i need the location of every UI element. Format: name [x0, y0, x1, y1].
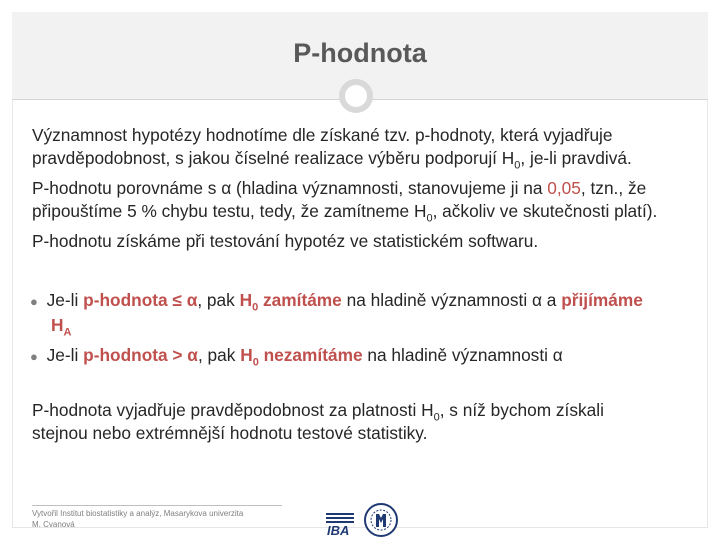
- hypothesis-letter: H: [239, 290, 253, 310]
- footer-credit: Vytvořil Institut biostatistiky a analýz, Masarykova univerzita: [32, 509, 244, 518]
- subscript: 0: [433, 411, 440, 424]
- hypothesis-h0: [240, 345, 259, 369]
- hypothesis-letter: H: [51, 315, 64, 335]
- hypothesis-h0: [239, 290, 259, 314]
- rule-action: zamítáme: [258, 290, 342, 310]
- footer-author: M. Cvanová: [32, 520, 75, 529]
- intro-line: [32, 147, 702, 170]
- slide-title: P-hodnota: [293, 38, 427, 68]
- intro-text: P-hodnotu porovnáme s α (hladina významnosti, stanovujeme ji na: [32, 178, 548, 198]
- intro-line: P-hodnotu získáme při testování hypotéz ve statistickém softwaru.: [32, 231, 539, 251]
- summary-line: stejnou nebo extrémnější hodnotu testové statistiky.: [32, 423, 428, 443]
- rule-action: přijímáme: [561, 290, 643, 310]
- bullet-icon: ●: [30, 294, 38, 309]
- subscript: 0: [252, 356, 259, 369]
- decorative-ring-icon: [339, 79, 373, 113]
- rule-reject: [30, 289, 700, 337]
- rule-not-reject: [30, 344, 700, 368]
- bullet-icon: ●: [30, 349, 38, 364]
- iba-logo-text: IBA: [327, 523, 350, 537]
- subscript: A: [63, 326, 72, 339]
- intro-text: , tzn., že: [580, 178, 647, 198]
- footer-divider: [32, 505, 282, 506]
- summary-line: [32, 399, 702, 422]
- rule-text: na hladině významnosti α a: [341, 290, 562, 310]
- iba-logo-icon: [326, 513, 354, 537]
- intro-text: , ačkoliv ve skutečnosti platí).: [432, 201, 658, 221]
- subscript: 0: [252, 301, 259, 314]
- intro-text: , je-li pravdivá.: [520, 148, 632, 168]
- rule-text: , pak: [197, 345, 241, 365]
- intro-paragraph: [32, 124, 702, 253]
- intro-line: [32, 177, 702, 200]
- intro-text: připouštíme 5 % chybu testu, tedy, že zamítneme H: [32, 201, 427, 221]
- decision-rules: [30, 289, 700, 368]
- subscript: 0: [426, 212, 433, 225]
- rule-condition: p-hodnota ≤ α: [83, 290, 198, 310]
- intro-line: Významnost hypotézy hodnotíme dle získané tzv. p-hodnoty, která vyjadřuje: [32, 125, 613, 145]
- rule-action: nezamítáme: [258, 345, 363, 365]
- summary-paragraph: [32, 399, 702, 445]
- hypothesis-ha: [30, 314, 700, 337]
- hypothesis-letter: H: [240, 345, 253, 365]
- rule-text: Je-li: [41, 345, 84, 365]
- summary-text: P-hodnota vyjadřuje pravděpodobnost za platnosti H: [32, 400, 434, 420]
- rule-text: na hladině významnosti α: [362, 345, 563, 365]
- intro-line: [32, 200, 702, 223]
- subscript: 0: [514, 159, 521, 172]
- intro-text: pravděpodobnost, s jakou číselné realizace výběru podporují H: [32, 148, 515, 168]
- rule-condition: p-hodnota > α: [83, 345, 198, 365]
- rule-text: , pak: [197, 290, 240, 310]
- significance-value: 0,05: [547, 178, 581, 198]
- rule-text: Je-li: [41, 290, 84, 310]
- summary-text: , s níž bychom získali: [439, 400, 604, 420]
- university-seal-icon: [364, 502, 398, 538]
- footer: [32, 508, 292, 530]
